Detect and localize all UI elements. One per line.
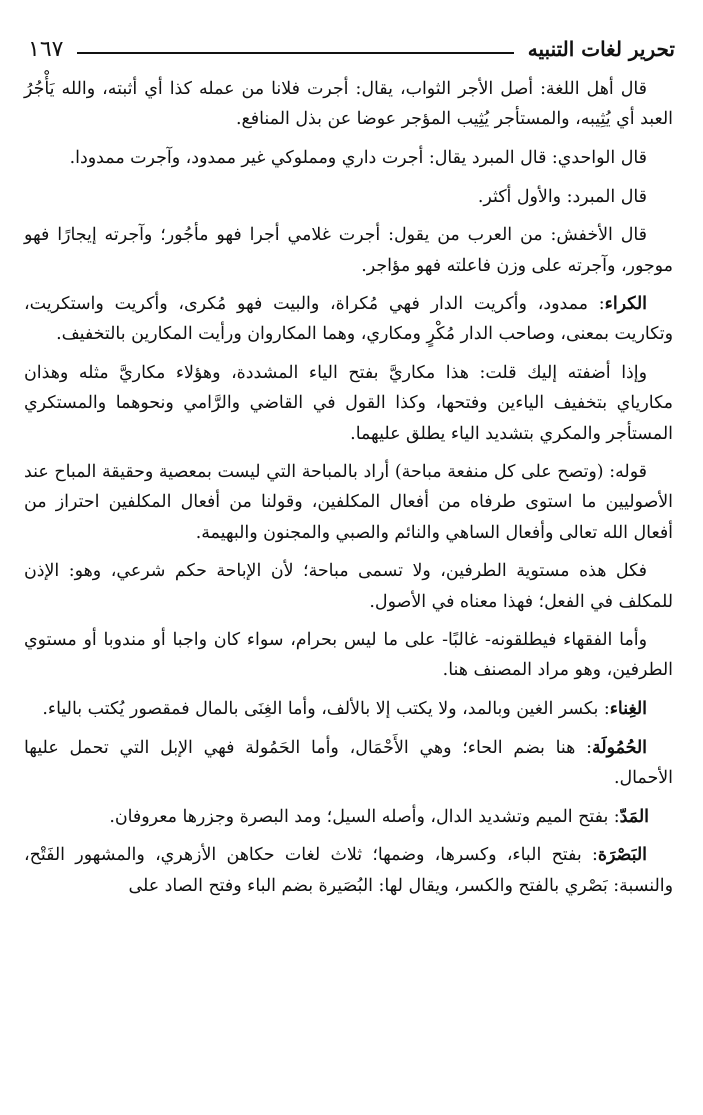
paragraph [24,182,673,212]
paragraph-text: : بكسر الغين وبالمد، ولا يكتب إلا بالألف، وأما الغِنَى بالمال فمقصور يُكتب بالياء. [42,699,610,720]
paragraph-text: قال المبرد: والأول أكثر. [477,186,647,207]
page-number: ١٦٧ [28,36,64,62]
paragraph [24,143,673,173]
paragraph-text: : بفتح الميم وتشديد الدال، وأصله السيل؛ ومد البصرة وجزرها معروفان. [109,806,620,827]
paragraph-text: قال الواحدي: قال المبرد يقال: أجرت داري ومملوكي غير ممدود، وآجرت ممدودا. [69,147,647,168]
paragraph [24,840,673,900]
paragraph-lead: الكراء [604,294,647,315]
paragraph-text: قال الأخفش: من العرب من يقول: أجرت غلامي أجرا فهو مأجُور؛ وآجرته إيجارًا فهو موجور، وآجرته على وزن فاعلته فهو مؤاجر. [24,225,673,276]
page-header [28,34,675,64]
paragraph-text: : هنا بضم الحاء؛ وهي الأَحْمَال، وأما الحَمُولة فهي الإبل التي تحمل عليها الأحمال. [24,737,673,789]
paragraph-text: : ممدود، وأكريت الدار فهي مُكراة، والبيت فهو مُكرى، وأكريت واستكريت، وتكاريت بمعنى، وصاحب الدار مُكْرٍ ومكاري، وهما المكاروان ورأيت المكارين بالتخفيف. [24,294,673,345]
paragraph-lead: الغِناء [609,699,647,720]
paragraph [24,694,673,724]
paragraph [24,457,673,548]
paragraph-text: فكل هذه مستوية الطرفين، ولا تسمى مباحة؛ لأن الإباحة حكم شرعي، وهو: الإذن للمكلف في الفعل؛ فهذا معناه في الأصول. [24,561,673,612]
paragraph-text: وإذا أضفته إليك قلت: هذا مكاريَّ بفتح الياء المشددة، وهؤلاء مكاريَّ مثله وهذان مكارياي بتخفيف الياءين وفتحها، وكذا القول في القاضي والرَّامي ونحوهما والمستكري المستأجر والمكري بتشديد الياء يطلق عليهما. [24,363,673,444]
paragraph-text: : بفتح الباء، وكسرها، وضمها؛ ثلاث لغات حكاهن الأزهري، والمشهور الفَتْح، والنسبة: بَصْري بالفتح والكسر، ويقال لها: البُصَيرة بضم الباء وفتح الصاد على [24,845,673,896]
page-body [24,74,673,909]
paragraph-text: وأما الفقهاء فيطلقونه- غالبًا- على ما ليس بحرام، سواء كان واجبا أو مندوبا أو مستوي الطرفين، وهو مراد المصنف هنا. [24,630,673,681]
paragraph-text: قال أهل اللغة: أصل الأجر الثواب، يقال: أجرت فلانا من عمله كذا أي أثبته، والله يَأْجُرُ العبد أي يُثِيبه، والمستأجر يُثِيب المؤجر عوضا عن بذل المنافع. [24,79,673,130]
paragraph [24,289,673,349]
paragraph [24,220,673,280]
paragraph-text: قوله: (وتصح على كل منفعة مباحة) أراد بالمباحة التي ليست بمعصية وحقيقة المباح عند الأصوليين ما استوى طرفاه من أفعال المكلفين، وقولنا من أفعال المكلفين احتراز من أفعال الله تعالى وأفعال الساهي والنائم والصبي والمجنون والبهيمة. [24,462,673,543]
paragraph [24,74,673,134]
paragraph [24,556,673,616]
paragraph [24,733,673,793]
paragraph [24,802,673,832]
paragraph [24,625,673,685]
header-rule [77,52,513,54]
running-title: تحرير لغات التنبيه [527,37,675,61]
paragraph [24,358,673,449]
paragraph-lead: البَصْرَة [597,845,647,866]
paragraph-lead: المَدّ [619,806,649,827]
paragraph-lead: الحُمُولَة [591,737,647,758]
